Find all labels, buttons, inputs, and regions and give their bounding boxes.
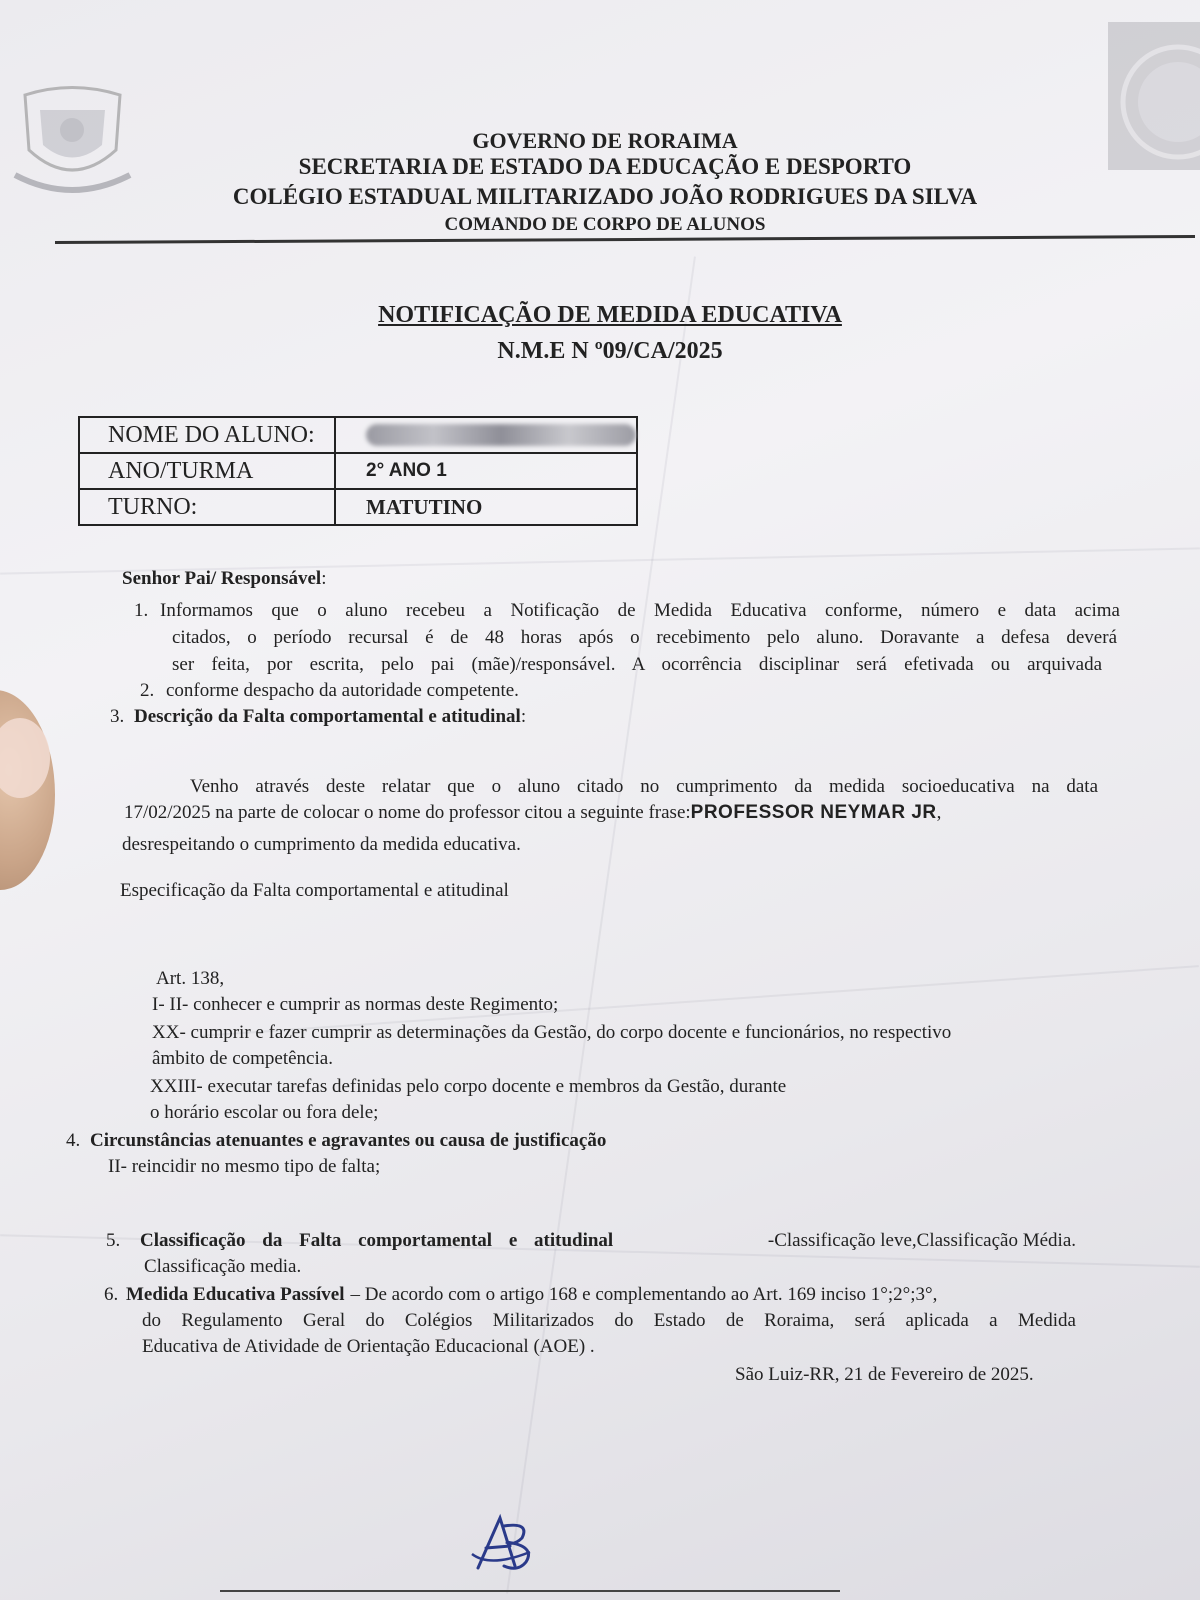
article-heading: Art. 138, xyxy=(156,968,225,989)
item6-number: 6. xyxy=(104,1284,119,1305)
institution-seal-icon xyxy=(1108,22,1200,170)
student-info-table xyxy=(78,416,638,526)
item1-line1: Informamos que o aluno recebeu a Notificação de Medida Educativa conforme, número e data acima xyxy=(160,600,1120,621)
item3-colon: : xyxy=(520,706,527,727)
table-row xyxy=(79,453,637,489)
item5-line1 xyxy=(140,1228,1076,1254)
class-value: 2° ANO 1 xyxy=(335,453,637,489)
place-date: São Luiz-RR, 21 de Fevereiro de 2025. xyxy=(735,1364,1034,1385)
item6-title: Medida Educativa Passível xyxy=(126,1284,345,1305)
item1-line2: citados, o período recursal é de 48 horas após o recebimento pelo aluno. Doravante a defesa deverá xyxy=(172,627,1117,648)
handwritten-signature-icon xyxy=(470,1508,540,1578)
report-line3: desrespeitando o cumprimento da medida educativa. xyxy=(122,834,521,855)
article-item-i: I- II- conhecer e cumprir as normas deste Regimento; xyxy=(152,994,559,1015)
class-label: ANO/TURMA xyxy=(79,453,335,489)
header-school: COLÉGIO ESTADUAL MILITARIZADO JOÃO RODRIGUES DA SILVA xyxy=(232,184,978,209)
student-name-value xyxy=(335,417,637,453)
article-item-xxiii-line1: XXIII- executar tarefas definidas pelo corpo docente e membros da Gestão, durante xyxy=(150,1076,787,1097)
report-line2 xyxy=(124,800,1099,826)
item3-title: Descrição da Falta comportamental e atitudinal xyxy=(134,706,521,727)
signature-line xyxy=(220,1590,840,1592)
item1-number: 1. xyxy=(134,600,149,621)
item3-heading xyxy=(134,704,526,730)
table-row xyxy=(79,417,637,453)
redacted-name xyxy=(366,424,636,446)
salutation-text: Senhor Pai/ Responsável xyxy=(122,568,322,589)
header-command: COMANDO DE CORPO DE ALUNOS xyxy=(444,214,766,235)
item1-line3: ser feita, por escrita, pelo pai (mãe)/responsável. A ocorrência disciplinar será efetivada ou arquivada xyxy=(172,654,1102,675)
item2-number: 2. xyxy=(140,680,155,701)
salutation-colon: : xyxy=(321,568,327,589)
article-item-xx-line2: âmbito de competência. xyxy=(152,1048,333,1069)
item5-title: Classificação da Falta comportamental e atitudinal xyxy=(140,1230,614,1251)
item4-number: 4. xyxy=(66,1130,81,1151)
table-row xyxy=(79,489,637,525)
shift-label: TURNO: xyxy=(79,489,335,525)
item6-line3: Educativa de Atividade de Orientação Educacional (AOE) . xyxy=(142,1336,595,1357)
specification-heading: Especificação da Falta comportamental e atitudinal xyxy=(120,880,509,901)
item3-number: 3. xyxy=(110,706,125,727)
item6-text: – De acordo com o artigo 168 e complementando ao Art. 169 inciso 1°;2°;3°, xyxy=(350,1284,938,1305)
header-government: GOVERNO DE RORAIMA xyxy=(472,128,738,153)
header-secretariat: SECRETARIA DE ESTADO DA EDUCAÇÃO E DESPORTO xyxy=(298,154,912,179)
item4-text: II- reincidir no mesmo tipo de falta; xyxy=(108,1156,381,1177)
document-number: N.M.E N º09/CA/2025 xyxy=(497,338,723,364)
report-line1: Venho através deste relatar que o aluno citado no cumprimento da medida socioeducativa na data xyxy=(190,776,1098,797)
report-line2-text: 17/02/2025 na parte de colocar o nome do professor citou a seguinte frase: xyxy=(124,802,691,823)
item6-line1 xyxy=(126,1282,1076,1308)
article-item-xx-line1: XX- cumprir e fazer cumprir as determinações da Gestão, do corpo docente e funcionários, no respectivo xyxy=(152,1022,952,1043)
report-quote: PROFESSOR NEYMAR JR xyxy=(690,802,937,823)
document-title: NOTIFICAÇÃO DE MEDIDA EDUCATIVA xyxy=(378,302,842,328)
student-name-label: NOME DO ALUNO: xyxy=(79,417,335,453)
item4-title: Circunstâncias atenuantes e agravantes ou causa de justificação xyxy=(90,1130,607,1151)
salutation xyxy=(122,566,326,592)
item5-text: -Classificação leve,Classificação Média. xyxy=(767,1230,1076,1251)
item6-line2: do Regulamento Geral do Colégios Militarizados do Estado de Roraima, será aplicada a Medida xyxy=(142,1310,1076,1331)
report-line2-end: , xyxy=(936,802,942,823)
school-crest-icon xyxy=(10,80,135,200)
header-divider xyxy=(55,235,1195,244)
item5-line2: Classificação media. xyxy=(144,1256,302,1277)
item2-text: conforme despacho da autoridade competente. xyxy=(166,680,519,701)
item5-number: 5. xyxy=(106,1230,121,1251)
shift-value: MATUTINO xyxy=(335,489,637,525)
article-item-xxiii-line2: o horário escolar ou fora dele; xyxy=(150,1102,379,1123)
